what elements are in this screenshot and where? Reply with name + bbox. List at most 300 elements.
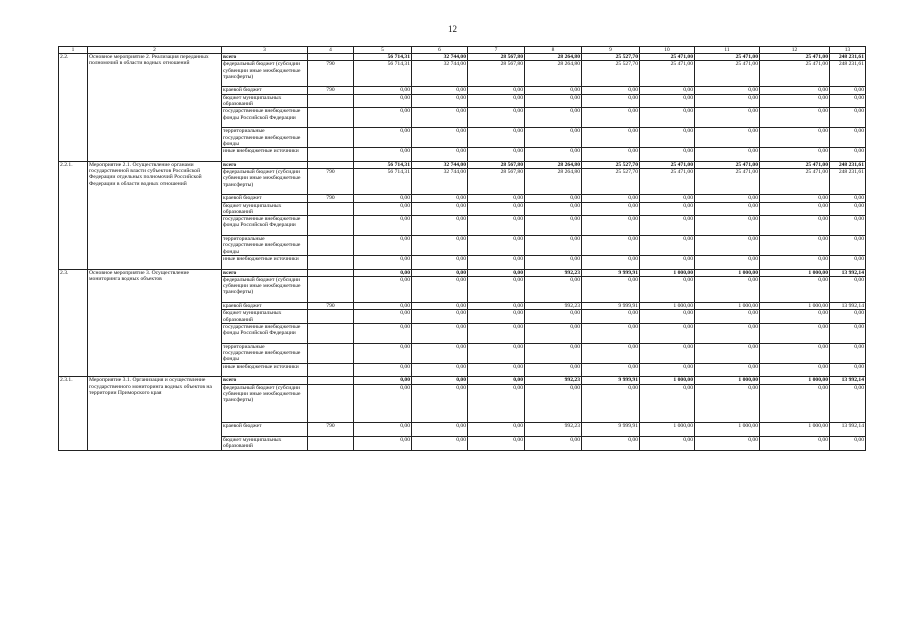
- amount-cell: 0,00: [830, 343, 866, 363]
- amount-cell: 0,00: [412, 195, 468, 202]
- amount-cell: 56 714,31: [354, 61, 412, 87]
- amount-cell: 0,00: [354, 310, 412, 324]
- amount-cell: 0,00: [525, 108, 582, 128]
- amount-cell: 0,00: [760, 108, 830, 128]
- amount-cell: 0,00: [412, 276, 468, 302]
- grbs-code: [308, 108, 354, 128]
- amount-cell: 0,00: [354, 384, 412, 423]
- amount-cell: 0,00: [412, 323, 468, 343]
- amount-cell: 0,00: [468, 323, 525, 343]
- grbs-code: 790: [308, 423, 354, 437]
- grbs-code: [308, 363, 354, 377]
- amount-cell: 0,00: [640, 255, 695, 269]
- amount-cell: 0,00: [695, 310, 760, 324]
- amount-cell: 0,00: [760, 236, 830, 256]
- column-number-header: 8: [525, 47, 582, 54]
- amount-cell: 992,23: [525, 377, 582, 384]
- grbs-code: [308, 269, 354, 276]
- amount-cell: 0,00: [412, 436, 468, 450]
- amount-cell: 0,00: [640, 363, 695, 377]
- funding-source: всего: [222, 54, 308, 61]
- amount-cell: 0,00: [412, 363, 468, 377]
- amount-cell: 0,00: [695, 216, 760, 236]
- amount-cell: 0,00: [582, 195, 640, 202]
- item-number: 2.3.1.: [59, 377, 88, 450]
- amount-cell: 32 744,00: [412, 161, 468, 168]
- amount-cell: 0,00: [582, 310, 640, 324]
- amount-cell: 1 000,00: [695, 269, 760, 276]
- amount-cell: 0,00: [468, 343, 525, 363]
- amount-cell: 1 000,00: [695, 423, 760, 437]
- amount-cell: 0,00: [760, 87, 830, 94]
- amount-cell: 0,00: [760, 436, 830, 450]
- amount-cell: 0,00: [695, 255, 760, 269]
- amount-cell: 25 527,70: [582, 169, 640, 195]
- amount-cell: 25 471,00: [760, 54, 830, 61]
- amount-cell: 28 264,80: [525, 169, 582, 195]
- amount-cell: 0,00: [830, 148, 866, 162]
- table-row: [59, 377, 866, 384]
- amount-cell: 248 231,61: [830, 61, 866, 87]
- amount-cell: 0,00: [354, 87, 412, 94]
- amount-cell: 0,00: [525, 128, 582, 148]
- funding-source: иные внебюджетные источники: [222, 363, 308, 377]
- column-number-header: 3: [222, 47, 308, 54]
- amount-cell: 25 471,00: [695, 169, 760, 195]
- amount-cell: 0,00: [695, 436, 760, 450]
- amount-cell: 0,00: [640, 202, 695, 216]
- amount-cell: 0,00: [760, 202, 830, 216]
- amount-cell: 0,00: [412, 269, 468, 276]
- amount-cell: 25 527,70: [582, 54, 640, 61]
- amount-cell: 0,00: [468, 423, 525, 437]
- amount-cell: 0,00: [354, 302, 412, 309]
- grbs-code: [308, 128, 354, 148]
- amount-cell: 0,00: [760, 363, 830, 377]
- amount-cell: 0,00: [695, 128, 760, 148]
- amount-cell: 0,00: [468, 269, 525, 276]
- amount-cell: 0,00: [582, 276, 640, 302]
- amount-cell: 0,00: [468, 87, 525, 94]
- amount-cell: 0,00: [525, 384, 582, 423]
- funding-source: иные внебюджетные источники: [222, 148, 308, 162]
- amount-cell: 25 471,00: [695, 161, 760, 168]
- amount-cell: 13 992,14: [830, 302, 866, 309]
- amount-cell: 0,00: [640, 87, 695, 94]
- amount-cell: 9 999,91: [582, 377, 640, 384]
- amount-cell: 0,00: [830, 310, 866, 324]
- amount-cell: 0,00: [412, 128, 468, 148]
- grbs-code: 790: [308, 87, 354, 94]
- amount-cell: 0,00: [412, 384, 468, 423]
- amount-cell: 0,00: [525, 436, 582, 450]
- grbs-code: 790: [308, 61, 354, 87]
- amount-cell: 0,00: [582, 128, 640, 148]
- grbs-code: [308, 94, 354, 108]
- amount-cell: 13 992,14: [830, 269, 866, 276]
- amount-cell: 56 714,31: [354, 161, 412, 168]
- funding-source: бюджет муниципальных образований: [222, 202, 308, 216]
- amount-cell: 0,00: [354, 423, 412, 437]
- funding-source: федеральный бюджет (субсидии субвенции иные межбюджетные трансферты): [222, 384, 308, 423]
- amount-cell: 0,00: [412, 202, 468, 216]
- funding-source: всего: [222, 269, 308, 276]
- amount-cell: 0,00: [695, 202, 760, 216]
- amount-cell: 0,00: [354, 377, 412, 384]
- amount-cell: 25 471,00: [640, 161, 695, 168]
- grbs-code: [308, 255, 354, 269]
- amount-cell: 13 992,14: [830, 423, 866, 437]
- amount-cell: 0,00: [695, 148, 760, 162]
- amount-cell: 0,00: [582, 343, 640, 363]
- amount-cell: 0,00: [640, 343, 695, 363]
- grbs-code: 790: [308, 169, 354, 195]
- column-number-header: 9: [582, 47, 640, 54]
- amount-cell: 0,00: [412, 216, 468, 236]
- header-row: [59, 47, 866, 54]
- grbs-code: 790: [308, 195, 354, 202]
- amount-cell: 0,00: [582, 255, 640, 269]
- amount-cell: 0,00: [468, 128, 525, 148]
- amount-cell: 0,00: [354, 343, 412, 363]
- amount-cell: 0,00: [640, 128, 695, 148]
- grbs-code: [308, 54, 354, 61]
- amount-cell: 0,00: [640, 323, 695, 343]
- amount-cell: 0,00: [412, 377, 468, 384]
- amount-cell: 0,00: [695, 94, 760, 108]
- funding-source: бюджет муниципальных образований: [222, 94, 308, 108]
- grbs-code: [308, 384, 354, 423]
- amount-cell: 28 567,80: [468, 161, 525, 168]
- grbs-code: 790: [308, 302, 354, 309]
- amount-cell: 13 992,14: [830, 377, 866, 384]
- amount-cell: 0,00: [830, 202, 866, 216]
- funding-source: федеральный бюджет (субсидии субвенции иные межбюджетные трансферты): [222, 61, 308, 87]
- amount-cell: 0,00: [695, 276, 760, 302]
- column-number-header: 7: [468, 47, 525, 54]
- amount-cell: 0,00: [640, 195, 695, 202]
- column-number-header: 13: [830, 47, 866, 54]
- grbs-code: [308, 377, 354, 384]
- item-number: 2.2.1.: [59, 161, 88, 269]
- amount-cell: 1 000,00: [760, 302, 830, 309]
- amount-cell: 0,00: [468, 310, 525, 324]
- grbs-code: [308, 202, 354, 216]
- column-number-header: 1: [59, 47, 88, 54]
- amount-cell: 0,00: [525, 202, 582, 216]
- amount-cell: 1 000,00: [640, 302, 695, 309]
- amount-cell: 0,00: [830, 436, 866, 450]
- amount-cell: 0,00: [412, 423, 468, 437]
- amount-cell: 0,00: [830, 128, 866, 148]
- amount-cell: 0,00: [830, 255, 866, 269]
- column-number-header: 6: [412, 47, 468, 54]
- page-number: 12: [448, 24, 457, 34]
- amount-cell: 25 471,00: [695, 54, 760, 61]
- amount-cell: 0,00: [830, 276, 866, 302]
- funding-source: всего: [222, 377, 308, 384]
- amount-cell: 0,00: [640, 94, 695, 108]
- amount-cell: 0,00: [582, 384, 640, 423]
- amount-cell: 28 264,80: [525, 161, 582, 168]
- funding-source: бюджет муниципальных образований: [222, 436, 308, 450]
- amount-cell: 25 471,00: [695, 61, 760, 87]
- grbs-code: [308, 148, 354, 162]
- amount-cell: 0,00: [760, 310, 830, 324]
- amount-cell: 0,00: [354, 255, 412, 269]
- amount-cell: 0,00: [412, 148, 468, 162]
- amount-cell: 0,00: [354, 148, 412, 162]
- amount-cell: 25 527,70: [582, 61, 640, 87]
- amount-cell: 0,00: [582, 87, 640, 94]
- amount-cell: 0,00: [640, 148, 695, 162]
- amount-cell: 0,00: [468, 108, 525, 128]
- amount-cell: 0,00: [582, 216, 640, 236]
- funding-source: краевой бюджет: [222, 423, 308, 437]
- amount-cell: 0,00: [468, 384, 525, 423]
- amount-cell: 0,00: [354, 202, 412, 216]
- amount-cell: 0,00: [468, 436, 525, 450]
- amount-cell: 0,00: [760, 343, 830, 363]
- amount-cell: 0,00: [830, 87, 866, 94]
- amount-cell: 0,00: [640, 236, 695, 256]
- amount-cell: 32 744,00: [412, 169, 468, 195]
- amount-cell: 0,00: [525, 87, 582, 94]
- column-number-header: 10: [640, 47, 695, 54]
- amount-cell: 0,00: [468, 276, 525, 302]
- amount-cell: 248 231,61: [830, 161, 866, 168]
- amount-cell: 0,00: [760, 276, 830, 302]
- amount-cell: 0,00: [695, 195, 760, 202]
- amount-cell: 0,00: [695, 323, 760, 343]
- amount-cell: 0,00: [830, 236, 866, 256]
- table-row: [59, 269, 866, 276]
- amount-cell: 9 999,91: [582, 302, 640, 309]
- column-number-header: 5: [354, 47, 412, 54]
- amount-cell: 0,00: [695, 363, 760, 377]
- amount-cell: 1 000,00: [695, 302, 760, 309]
- amount-cell: 0,00: [830, 384, 866, 423]
- amount-cell: 0,00: [640, 276, 695, 302]
- amount-cell: 0,00: [760, 128, 830, 148]
- amount-cell: 0,00: [354, 128, 412, 148]
- funding-source: территориальные государственные внебюджетные фонды: [222, 128, 308, 148]
- amount-cell: 0,00: [582, 436, 640, 450]
- amount-cell: 1 000,00: [640, 377, 695, 384]
- amount-cell: 28 567,80: [468, 169, 525, 195]
- amount-cell: 0,00: [640, 216, 695, 236]
- amount-cell: 0,00: [468, 363, 525, 377]
- amount-cell: 0,00: [640, 436, 695, 450]
- amount-cell: 0,00: [412, 343, 468, 363]
- amount-cell: 992,23: [525, 423, 582, 437]
- table-row: [59, 54, 866, 61]
- amount-cell: 0,00: [695, 108, 760, 128]
- amount-cell: 0,00: [640, 310, 695, 324]
- amount-cell: 0,00: [830, 108, 866, 128]
- amount-cell: 0,00: [525, 236, 582, 256]
- amount-cell: 992,23: [525, 269, 582, 276]
- amount-cell: 28 567,80: [468, 54, 525, 61]
- funding-source: всего: [222, 161, 308, 168]
- amount-cell: 0,00: [525, 255, 582, 269]
- amount-cell: 0,00: [582, 323, 640, 343]
- amount-cell: 0,00: [525, 310, 582, 324]
- amount-cell: 1 000,00: [640, 423, 695, 437]
- column-number-header: 4: [308, 47, 354, 54]
- amount-cell: 0,00: [468, 148, 525, 162]
- amount-cell: 0,00: [354, 436, 412, 450]
- amount-cell: 0,00: [468, 216, 525, 236]
- amount-cell: 1 000,00: [640, 269, 695, 276]
- amount-cell: 32 744,00: [412, 54, 468, 61]
- amount-cell: 0,00: [582, 108, 640, 128]
- amount-cell: 0,00: [412, 255, 468, 269]
- amount-cell: 25 471,00: [640, 54, 695, 61]
- amount-cell: 0,00: [830, 363, 866, 377]
- amount-cell: 0,00: [830, 195, 866, 202]
- amount-cell: 0,00: [525, 343, 582, 363]
- column-number-header: 2: [88, 47, 222, 54]
- funding-source: краевой бюджет: [222, 87, 308, 94]
- funding-source: краевой бюджет: [222, 302, 308, 309]
- amount-cell: 0,00: [468, 202, 525, 216]
- amount-cell: 0,00: [830, 323, 866, 343]
- amount-cell: 0,00: [582, 148, 640, 162]
- funding-source: территориальные государственные внебюджетные фонды: [222, 236, 308, 256]
- amount-cell: 1 000,00: [760, 377, 830, 384]
- amount-cell: 992,23: [525, 302, 582, 309]
- amount-cell: 0,00: [695, 236, 760, 256]
- amount-cell: 0,00: [525, 148, 582, 162]
- amount-cell: 0,00: [760, 195, 830, 202]
- column-number-header: 12: [760, 47, 830, 54]
- amount-cell: 0,00: [354, 236, 412, 256]
- amount-cell: 0,00: [640, 108, 695, 128]
- grbs-code: [308, 436, 354, 450]
- amount-cell: 0,00: [354, 216, 412, 236]
- funding-source: территориальные государственные внебюджетные фонды: [222, 343, 308, 363]
- amount-cell: 32 744,00: [412, 61, 468, 87]
- funding-source: иные внебюджетные источники: [222, 255, 308, 269]
- amount-cell: 1 000,00: [695, 377, 760, 384]
- amount-cell: 25 471,00: [760, 61, 830, 87]
- item-number: 2.3.: [59, 269, 88, 377]
- column-number-header: 11: [695, 47, 760, 54]
- amount-cell: 28 567,80: [468, 61, 525, 87]
- amount-cell: 9 999,91: [582, 423, 640, 437]
- amount-cell: 28 264,80: [525, 54, 582, 61]
- grbs-code: [308, 216, 354, 236]
- amount-cell: 248 231,61: [830, 54, 866, 61]
- amount-cell: 0,00: [354, 269, 412, 276]
- grbs-code: [308, 310, 354, 324]
- grbs-code: [308, 236, 354, 256]
- table-row: [59, 161, 866, 168]
- amount-cell: 1 000,00: [760, 423, 830, 437]
- amount-cell: 0,00: [695, 87, 760, 94]
- amount-cell: 0,00: [760, 384, 830, 423]
- amount-cell: 0,00: [412, 87, 468, 94]
- funding-source: федеральный бюджет (субсидии субвенции иные межбюджетные трансферты): [222, 276, 308, 302]
- funding-source: краевой бюджет: [222, 195, 308, 202]
- amount-cell: 0,00: [354, 195, 412, 202]
- amount-cell: 0,00: [582, 202, 640, 216]
- amount-cell: 0,00: [830, 216, 866, 236]
- item-name: Мероприятие 3.1. Организация и осуществление государственного мониторинга водных объектов на территории Приморского края: [88, 377, 222, 450]
- amount-cell: 0,00: [468, 377, 525, 384]
- amount-cell: 0,00: [468, 236, 525, 256]
- amount-cell: 0,00: [525, 216, 582, 236]
- amount-cell: 56 714,31: [354, 169, 412, 195]
- funding-source: государственные внебюджетные фонды Российской Федерации: [222, 108, 308, 128]
- amount-cell: 0,00: [582, 94, 640, 108]
- amount-cell: 1 000,00: [760, 269, 830, 276]
- amount-cell: 0,00: [830, 94, 866, 108]
- amount-cell: 0,00: [468, 94, 525, 108]
- amount-cell: 0,00: [468, 255, 525, 269]
- amount-cell: 0,00: [354, 108, 412, 128]
- amount-cell: 0,00: [412, 310, 468, 324]
- amount-cell: 0,00: [354, 363, 412, 377]
- amount-cell: 0,00: [412, 236, 468, 256]
- item-name: Основное мероприятие 3. Осуществление мониторинга водных объектов: [88, 269, 222, 377]
- amount-cell: 0,00: [525, 323, 582, 343]
- amount-cell: 0,00: [640, 384, 695, 423]
- amount-cell: 28 264,80: [525, 61, 582, 87]
- amount-cell: 0,00: [354, 276, 412, 302]
- amount-cell: 0,00: [412, 94, 468, 108]
- amount-cell: 0,00: [582, 236, 640, 256]
- amount-cell: 248 231,61: [830, 169, 866, 195]
- amount-cell: 56 714,31: [354, 54, 412, 61]
- item-name: Основное мероприятие 2. Реализация переданных полномочий в области водных отношений: [88, 54, 222, 162]
- item-number: 2.2.: [59, 54, 88, 162]
- amount-cell: 0,00: [412, 302, 468, 309]
- amount-cell: 25 471,00: [760, 161, 830, 168]
- amount-cell: 25 471,00: [640, 61, 695, 87]
- funding-source: бюджет муниципальных образований: [222, 310, 308, 324]
- funding-source: государственные внебюджетные фонды Российской Федерации: [222, 323, 308, 343]
- amount-cell: 25 527,70: [582, 161, 640, 168]
- amount-cell: 0,00: [582, 363, 640, 377]
- funding-source: федеральный бюджет (субсидии субвенции иные межбюджетные трансферты): [222, 169, 308, 195]
- amount-cell: 0,00: [354, 94, 412, 108]
- amount-cell: 0,00: [525, 195, 582, 202]
- amount-cell: 0,00: [525, 94, 582, 108]
- grbs-code: [308, 323, 354, 343]
- amount-cell: 0,00: [760, 216, 830, 236]
- amount-cell: 0,00: [760, 255, 830, 269]
- funding-source: государственные внебюджетные фонды Российской Федерации: [222, 216, 308, 236]
- amount-cell: 0,00: [760, 323, 830, 343]
- grbs-code: [308, 161, 354, 168]
- amount-cell: 0,00: [525, 276, 582, 302]
- amount-cell: 0,00: [760, 148, 830, 162]
- grbs-code: [308, 343, 354, 363]
- amount-cell: 0,00: [525, 363, 582, 377]
- item-name: Мероприятие 2.1. Осуществление органами государственной власти субъектов Российской Федерации отдельных полномочий Российской Федерации в области водных отношений: [88, 161, 222, 269]
- amount-cell: 25 471,00: [760, 169, 830, 195]
- budget-table: [58, 46, 866, 451]
- amount-cell: 9 999,91: [582, 269, 640, 276]
- amount-cell: 0,00: [354, 323, 412, 343]
- amount-cell: 0,00: [760, 94, 830, 108]
- amount-cell: 0,00: [412, 108, 468, 128]
- amount-cell: 0,00: [468, 302, 525, 309]
- amount-cell: 25 471,00: [640, 169, 695, 195]
- amount-cell: 0,00: [468, 195, 525, 202]
